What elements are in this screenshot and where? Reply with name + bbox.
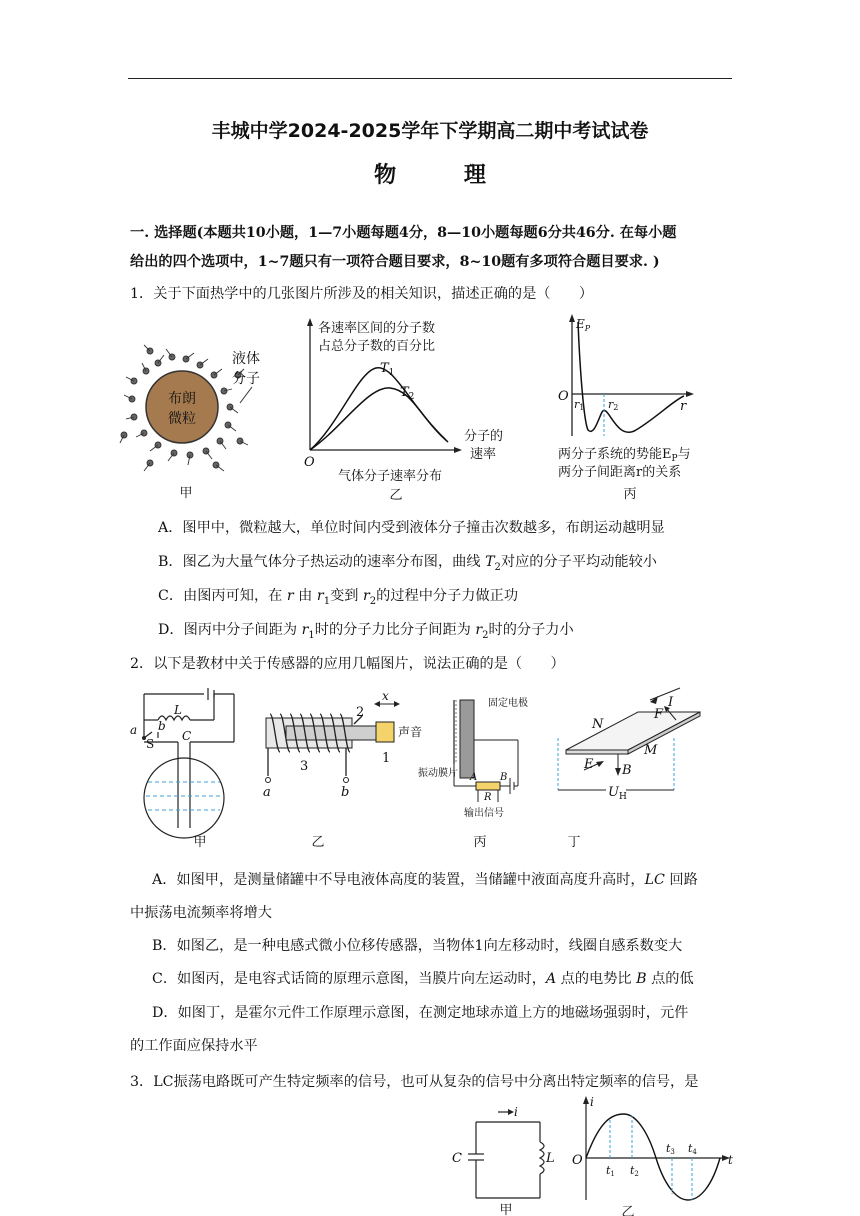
ep-sub: P	[584, 324, 591, 333]
q1-option-c[interactable]	[158, 585, 518, 607]
ep-label: E	[576, 317, 585, 331]
bing-desc-1: 两分子系统的势能E	[558, 447, 672, 462]
q2-c-B: B	[636, 971, 647, 987]
q3-t1: t	[606, 1164, 611, 1177]
jia2-C: C	[182, 729, 192, 743]
q1-d-mid: 时的分子力比分子间距为	[314, 622, 476, 638]
q1-c-mid1: 由	[293, 588, 317, 604]
q2-a-post: 回路	[664, 872, 698, 888]
yi2-n1: 1	[382, 751, 391, 766]
q3-t1-sub: 1	[610, 1170, 615, 1178]
svg-text:t1	[606, 1164, 615, 1178]
q3-figure-jia	[448, 1102, 558, 1216]
t2-sub: 2	[408, 392, 415, 402]
yi2-a: a	[263, 785, 271, 800]
q1-c-post: 的过程中分子力做正功	[376, 588, 519, 604]
fig-yi-caption: 乙	[389, 488, 403, 503]
page-title: 丰城中学2024-2025学年下学期高二期中考试试卷	[211, 120, 649, 142]
q2-figure-yi	[256, 688, 436, 856]
curve-t1	[310, 368, 446, 450]
q3-jia-C: C	[452, 1151, 462, 1166]
fig2-bing-caption: 丙	[473, 835, 487, 850]
q3-t2: t	[630, 1164, 635, 1177]
q2-a-pre: A．如图甲，是测量储罐中不导电液体高度的装置，当储罐中液面高度升高时，	[152, 872, 645, 888]
q3-yi-t: t	[728, 1153, 733, 1167]
yi-ylabel-2: 占总分子数的百分比	[318, 339, 436, 354]
q2-option-d-line1[interactable]: D．如图丁，是霍尔元件工作原理示意图，在测定地球赤道上方的地磁场强弱时，元件	[152, 1005, 689, 1021]
svg-text:t2	[630, 1164, 639, 1178]
ding-I: I	[668, 695, 674, 710]
yi-xlabel-2: 速率	[470, 447, 497, 462]
fig-jia-caption: 甲	[179, 486, 193, 501]
q3-jia-L: L	[546, 1151, 555, 1166]
bing2-A: A	[470, 772, 478, 783]
q3-yi-O: O	[572, 1153, 583, 1168]
svg-text:T2	[400, 385, 414, 402]
q1-c-pre: C．由图丙可知，在	[158, 588, 287, 604]
jia2-L: L	[174, 703, 182, 717]
question-1-stem: 1．关于下面热学中的几张图片所涉及的相关知识，描述正确的是（ ）	[130, 286, 594, 302]
ding-U-sub: H	[618, 792, 627, 802]
q3-figure-yi	[570, 1092, 740, 1216]
q1-option-b[interactable]	[158, 551, 657, 573]
bing2-film: 振动膜片	[418, 768, 458, 779]
jia2-S: S	[146, 737, 155, 751]
q3-t4-sub: 4	[692, 1148, 697, 1156]
q1-d-post: 时的分子力小	[488, 622, 574, 638]
ding-E: E	[584, 757, 594, 772]
yi-bottom-label: 气体分子速率分布	[338, 469, 443, 484]
t2-label: T	[400, 385, 409, 400]
r2-sub: 2	[613, 403, 619, 412]
yi2-n2: 2	[356, 705, 365, 720]
q2-option-d-line2: 的工作面应保持水平	[130, 1038, 258, 1054]
q3-yi-caption: 乙	[621, 1205, 635, 1216]
ding-N: N	[592, 717, 604, 732]
ding-F: F	[654, 707, 664, 722]
r1-label: r	[574, 398, 580, 411]
q2-c-post: 点的低	[646, 971, 694, 987]
section-instructions-line2: 给出的四个选项中，1~7题只有一项符合题目要求，8~10题有多项符合题目要求. )	[130, 254, 660, 270]
q3-t3-sub: 3	[670, 1148, 675, 1156]
bing2-B: B	[500, 772, 508, 783]
q3-t4: t	[688, 1142, 693, 1155]
q2-a-var: LC	[644, 872, 665, 888]
q1-figure-jia	[120, 345, 280, 505]
q2-option-a-line1[interactable]	[152, 869, 698, 889]
ding-B: B	[622, 763, 632, 778]
q3-t2-sub: 2	[634, 1170, 639, 1178]
q1-d-pre: D．图丙中分子间距为	[158, 622, 302, 638]
q3-jia-i: i	[514, 1105, 518, 1119]
q1-option-a[interactable]: A．图甲中，微粒越大，单位时间内受到液体分子撞击次数越多，布朗运动越明显	[158, 520, 665, 536]
jia2-a: a	[130, 723, 138, 737]
bing2-output: 输出信号	[464, 808, 504, 819]
q1-c-r2: r	[362, 588, 370, 604]
svg-text:T1	[380, 361, 394, 378]
fig2-yi-caption: 乙	[311, 835, 325, 850]
yi-origin: O	[304, 455, 315, 470]
q2-option-b[interactable]: B．如图乙，是一种电感式微小位移传感器，当物体1向左移动时，线圈自感系数变大	[152, 938, 683, 954]
q1-b-sub: 2	[494, 561, 501, 573]
hall-plate	[566, 712, 700, 750]
q1-b-var: T	[485, 554, 495, 570]
svg-text:UH	[608, 785, 627, 802]
yi2-n3: 3	[300, 759, 309, 774]
potential-curve	[578, 322, 684, 432]
yi2-x: x	[382, 689, 389, 703]
r-axis-label: r	[680, 399, 687, 414]
yi2-sound: 声音	[398, 725, 423, 739]
q1-figure-bing	[556, 312, 706, 506]
q1-c-r2sub: 2	[369, 595, 377, 607]
q1-b-post: 对应的分子平均动能较小	[500, 554, 657, 570]
q2-option-a-line2: 中振荡电流频率将增大	[130, 905, 272, 921]
fig2-jia-caption: 甲	[193, 835, 207, 850]
q1-option-d[interactable]	[158, 619, 574, 641]
q1-d-r2: r	[475, 622, 483, 638]
t1-sub: 1	[388, 368, 395, 378]
svg-text:EP	[575, 317, 591, 333]
q1-c-r1: r	[316, 588, 324, 604]
q2-option-c[interactable]	[152, 968, 694, 988]
yi-ylabel-1: 各速率区间的分子数	[318, 321, 436, 336]
ding-U: U	[608, 785, 619, 800]
q2-figure-jia	[128, 686, 248, 856]
q3-t3: t	[666, 1142, 671, 1155]
brownian-label-2: 微粒	[168, 411, 196, 427]
r2-label: r	[608, 398, 614, 411]
q1-d-r1: r	[301, 622, 309, 638]
brownian-particle	[146, 371, 218, 443]
q1-b-pre: B．图乙为大量气体分子热运动的速率分布图，曲线	[158, 554, 486, 570]
liquid-label-1: 液体	[232, 351, 260, 367]
q2-figure-ding	[550, 692, 720, 856]
header-rule	[128, 78, 732, 79]
bing2-R: R	[484, 792, 492, 803]
subject-title: 物 理	[374, 163, 516, 188]
q1-d-r1sub: 1	[308, 629, 315, 641]
bing2-electrode: 固定电极	[488, 698, 528, 709]
svg-text:t4	[688, 1142, 697, 1156]
jia2-b: b	[158, 719, 166, 733]
q1-c-mid2: 变到	[330, 588, 363, 604]
t1-label: T	[380, 361, 389, 376]
bing-origin: O	[558, 389, 569, 404]
svg-text:两分子系统的势能EP与	[558, 446, 691, 464]
svg-text:r2	[608, 398, 618, 412]
fig-bing-caption: 丙	[623, 487, 637, 502]
current-curve	[586, 1114, 720, 1200]
ding-M: M	[644, 743, 658, 758]
r1-sub: 1	[579, 403, 585, 412]
yi-xlabel-1: 分子的	[464, 429, 504, 444]
question-3-stem: 3．LC振荡电路既可产生特定频率的信号，也可从复杂的信号中分离出特定频率的信号，是	[130, 1074, 699, 1090]
q3-jia-caption: 甲	[499, 1203, 513, 1216]
q1-c-r: r	[286, 588, 294, 604]
q2-c-pre: C．如图丙，是电容式话筒的原理示意图，当膜片向左运动时，	[152, 971, 546, 987]
q1-figure-yi	[298, 316, 528, 506]
brownian-label-1: 布朗	[168, 391, 196, 407]
bing-desc-1-sub: P	[671, 454, 678, 464]
fig2-ding-caption: 丁	[567, 835, 581, 850]
question-2-stem: 2．以下是教材中关于传感器的应用几幅图片，说法正确的是（ ）	[130, 656, 565, 672]
liquid-label-2: 分子	[232, 371, 260, 387]
yi2-b: b	[341, 785, 350, 800]
q2-figure-bing	[418, 692, 538, 856]
svg-text:t3	[666, 1142, 675, 1156]
q1-c-r1sub: 1	[323, 595, 331, 607]
q1-d-r2sub: 2	[482, 629, 489, 641]
bing-desc-2: 两分子间距离r的关系	[558, 465, 682, 480]
q2-c-mid: 点的电势比	[556, 971, 637, 987]
curve-t2	[310, 388, 448, 450]
bing-desc-1-tail: 与	[677, 447, 691, 462]
section-instructions-line1: 一. 选择题(本题共10小题，1—7小题每题4分，8—10小题每题6分共46分. 在每小题	[130, 225, 677, 241]
q3-yi-i: i	[590, 1095, 594, 1109]
q2-c-A: A	[545, 971, 557, 987]
